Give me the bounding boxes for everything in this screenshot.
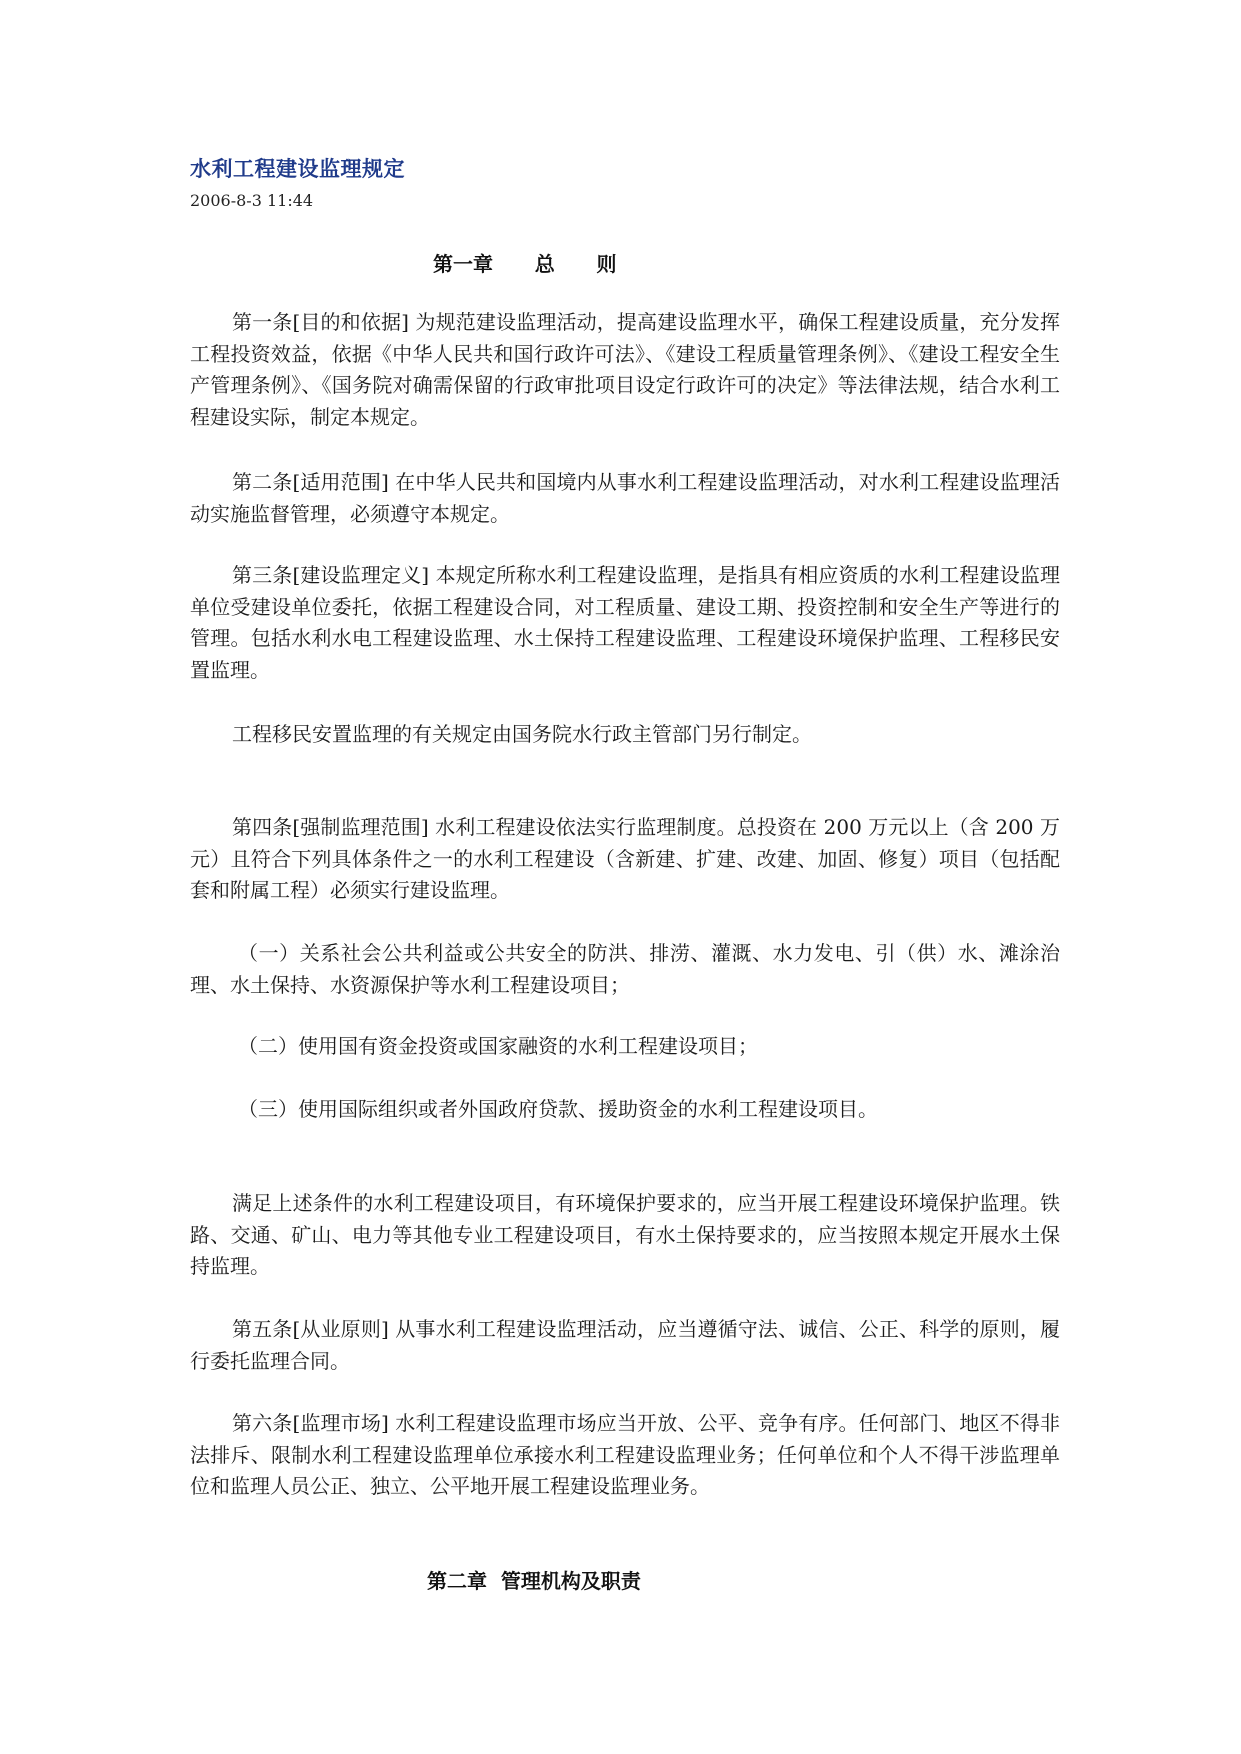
paragraph-article-3: 第三条[建设监理定义] 本规定所称水利工程建设监理，是指具有相应资质的水利工程建设监理单位受建设单位委托，依据工程建设合同，对工程质量、建设工期、投资控制和安全生产等进行的管理。包括水利水电工程建设监理、水土保持工程建设监理、工程建设环境保护监理、工程移民安置监理。 <box>190 563 1060 682</box>
paragraph-article-2: 第二条[适用范围] 在中华人民共和国境内从事水利工程建设监理活动，对水利工程建设监理活动实施监督管理，必须遵守本规定。 <box>190 470 1060 526</box>
paragraph-article-4: 第四条[强制监理范围] 水利工程建设依法实行监理制度。总投资在 200 万元以上（含 200 万元）且符合下列具体条件之一的水利工程建设（含新建、扩建、改建、加固、修复）项目（包括配套和附属工程）必须实行建设监理。 <box>190 815 1060 902</box>
paragraph-item-2: （二）使用国有资金投资或国家融资的水利工程建设项目； <box>238 1034 758 1058</box>
document-datetime: 2006-8-3 11:44 <box>190 191 314 210</box>
paragraph-article-5: 第五条[从业原则] 从事水利工程建设监理活动，应当遵循守法、诚信、公正、科学的原则，履行委托监理合同。 <box>190 1317 1060 1373</box>
paragraph-item-3: （三）使用国际组织或者外国政府贷款、援助资金的水利工程建设项目。 <box>238 1097 878 1121</box>
document-title: 水利工程建设监理规定 <box>190 156 405 181</box>
paragraph-additional-supervision: 满足上述条件的水利工程建设项目，有环境保护要求的，应当开展工程建设环境保护监理。铁路、交通、矿山、电力等其他专业工程建设项目，有水土保持要求的，应当按照本规定开展水土保持监理。 <box>190 1191 1060 1278</box>
paragraph-item-1: （一）关系社会公共利益或公共安全的防洪、排涝、灌溉、水力发电、引（供）水、滩涂治理、水土保持、水资源保护等水利工程建设项目； <box>190 941 1060 997</box>
paragraph-article-6: 第六条[监理市场] 水利工程建设监理市场应当开放、公平、竞争有序。任何部门、地区不得非法排斥、限制水利工程建设监理单位承接水利工程建设监理业务；任何单位和个人不得干涉监理单位和监理人员公正、独立、公平地开展工程建设监理业务。 <box>190 1411 1060 1498</box>
paragraph-resettlement-note: 工程移民安置监理的有关规定由国务院水行政主管部门另行制定。 <box>232 722 812 746</box>
paragraph-article-1: 第一条[目的和依据] 为规范建设监理活动，提高建设监理水平，确保工程建设质量，充分发挥工程投资效益，依据《中华人民共和国行政许可法》、《建设工程质量管理条例》、《建设工程安全生产管理条例》、《国务院对确需保留的行政审批项目设定行政许可的决定》等法律法规，结合水利工程建设实际，制定本规定。 <box>190 310 1060 429</box>
chapter-2-heading: 第二章 管理机构及职责 <box>427 1569 641 1593</box>
chapter-1-heading: 第一章 总 则 <box>433 252 617 276</box>
